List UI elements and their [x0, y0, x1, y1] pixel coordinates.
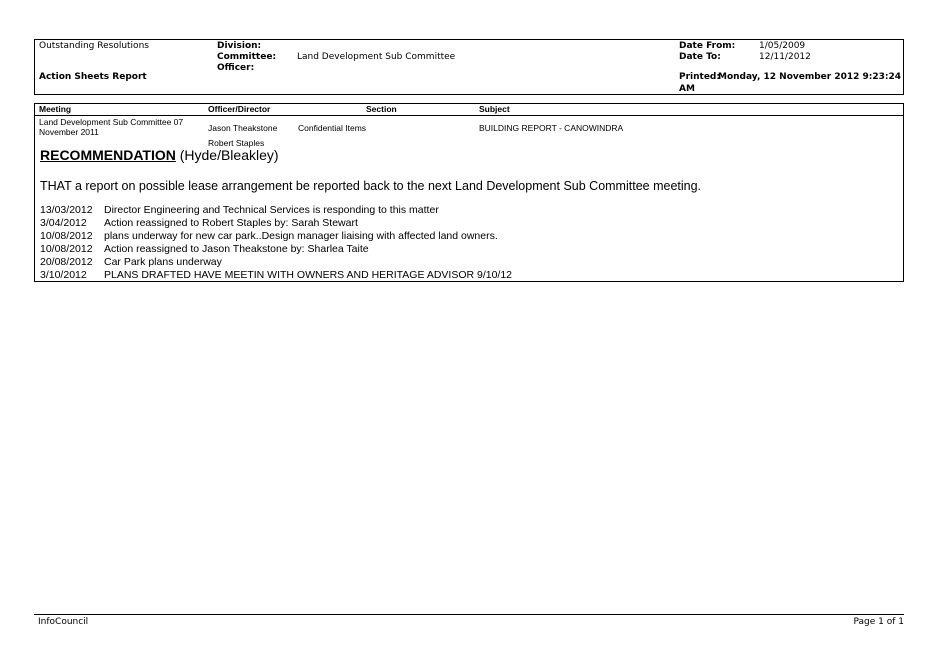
date-from-value: 1/05/2009 [759, 41, 806, 51]
meeting-cell [39, 117, 183, 137]
date-from-label: Date From: [679, 41, 736, 51]
col-officer: Officer/Director [208, 104, 271, 114]
log-entry [40, 256, 512, 269]
action-log [40, 204, 512, 282]
recommendation-movers: (Hyde/Bleakley) [175, 147, 279, 163]
action-table [34, 103, 904, 282]
section-cell: Confidential Items [298, 123, 367, 133]
meeting-line-1: Land Development Sub Committee 07 [39, 117, 184, 127]
log-date: 3/10/2012 [40, 269, 87, 281]
committee-value: Land Development Sub Committee [297, 52, 456, 62]
log-date: 3/04/2012 [40, 217, 87, 229]
footer-app-name: InfoCouncil [38, 617, 89, 627]
recommendation-text: THAT a report on possible lease arrangement be reported back to the next Land Development Sub Committee meeting. [40, 179, 702, 193]
col-section: Section [366, 104, 397, 114]
committee-label: Committee: [217, 52, 277, 62]
report-header [34, 39, 904, 95]
log-text: PLANS DRAFTED HAVE MEETIN WITH OWNERS AND HERITAGE ADVISOR 9/10/12 [104, 269, 513, 281]
report-group: Outstanding Resolutions [39, 41, 149, 51]
meeting-line-2: November 2011 [39, 127, 99, 137]
log-entry [40, 230, 512, 243]
subject-cell: BUILDING REPORT - CANOWINDRA [479, 123, 624, 133]
table-header-row [35, 104, 903, 116]
footer-page-number: Page 1 of 1 [853, 617, 904, 627]
log-text: Action reassigned to Jason Theakstone by: Sharlea Taite [104, 243, 369, 255]
col-subject: Subject [479, 104, 510, 114]
log-text: Director Engineering and Technical Services is responding to this matter [104, 204, 439, 216]
printed-value: Monday, 12 November 2012 9:23:24 [718, 72, 902, 82]
printed-value-cont: AM [679, 84, 695, 94]
date-to-label: Date To: [679, 52, 721, 62]
log-date: 20/08/2012 [40, 256, 93, 268]
col-meeting: Meeting [39, 104, 72, 114]
recommendation-title: RECOMMENDATION [40, 147, 176, 163]
division-label: Division: [217, 41, 262, 51]
officer-label: Officer: [217, 63, 255, 73]
officer-1: Jason Theakstone [208, 123, 278, 133]
log-entry [40, 204, 512, 217]
log-entry [40, 243, 512, 256]
log-date: 13/03/2012 [40, 204, 93, 216]
date-to-value: 12/11/2012 [759, 52, 811, 62]
report-name: Action Sheets Report [39, 72, 147, 82]
printed-label: Printed: [679, 72, 720, 82]
log-date: 10/08/2012 [40, 230, 93, 242]
log-entry [40, 217, 512, 230]
log-text: plans underway for new car park..Design manager liaising with affected land owners. [104, 230, 498, 242]
log-date: 10/08/2012 [40, 243, 93, 255]
recommendation-heading [40, 147, 279, 163]
officer-2: Robert Staples [208, 138, 265, 148]
log-entry [40, 269, 512, 282]
log-text: Car Park plans underway [104, 256, 222, 268]
footer-divider [34, 614, 904, 615]
log-text: Action reassigned to Robert Staples by: Sarah Stewart [104, 217, 358, 229]
